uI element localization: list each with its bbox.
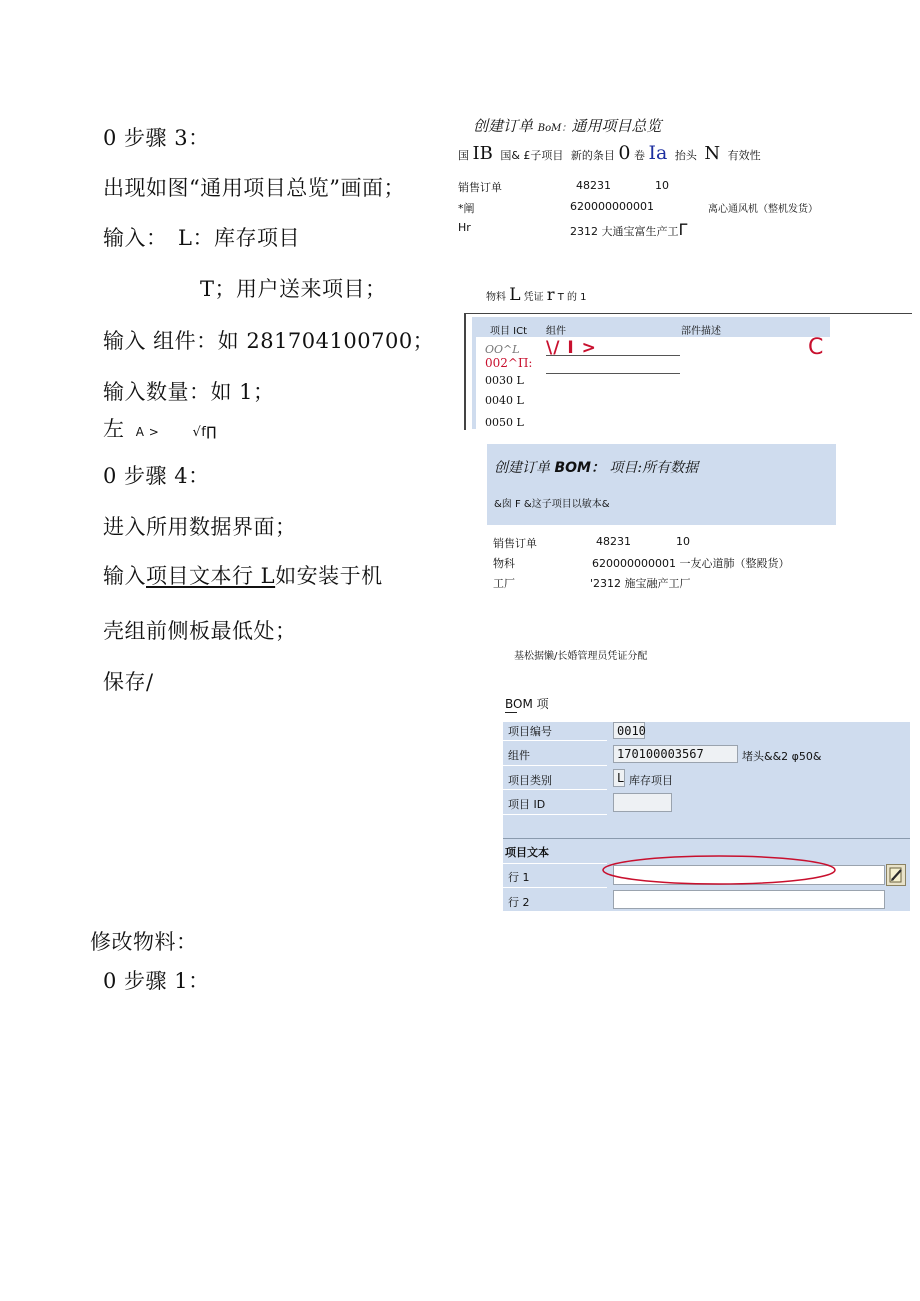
s1-plant-text: 2312 大通宝富生产工	[570, 225, 679, 238]
s1-sales-order-label: 销售订单	[458, 181, 502, 194]
bom-item-title: BOM 项	[505, 697, 549, 711]
col-component-header: 组件	[546, 326, 566, 337]
input-text-suffix: 如安装于机	[275, 564, 383, 588]
line2-label: 行 2	[508, 896, 530, 909]
input-prefix: 输入：	[103, 226, 168, 250]
toolbar-header-button[interactable]: 抬头	[674, 149, 697, 162]
toolbar-ib-icon[interactable]: IB	[472, 143, 493, 164]
item-text-link: 项目文本行 L	[146, 564, 276, 588]
screen2-title-prefix: 创建订单	[494, 460, 550, 476]
col-item-header: 项目 ICt	[490, 326, 528, 337]
toolbar-roll-icon[interactable]: 卷	[634, 149, 646, 162]
screen1-title-bom: BoM：	[537, 123, 572, 134]
row-separator	[503, 740, 607, 741]
toolbar-overview-icon[interactable]: 国	[458, 149, 469, 162]
bom-item-title-underline	[505, 712, 517, 713]
toolbar-new-entries-button[interactable]: 新的条目	[570, 149, 615, 162]
pencil-icon	[887, 865, 905, 885]
s1-sales-order-no: 48231	[576, 179, 611, 192]
item-category-desc: 库存项目	[629, 774, 673, 787]
section-separator	[503, 838, 910, 839]
item-id-field[interactable]	[613, 793, 672, 812]
component-desc: 堵头&&2 φ50&	[742, 750, 822, 763]
input-L-line: L：库存项目	[178, 226, 300, 250]
screen1-title-rest: 通用项目总览	[571, 117, 662, 135]
s1-material-label: *阐	[458, 202, 475, 215]
toolbar-ia-icon[interactable]: Ia	[648, 142, 668, 164]
screen1-title	[473, 115, 661, 136]
screen2-toolbar[interactable]: &囱 F &这子项目以敏本&	[494, 499, 610, 510]
screen2-title	[494, 457, 698, 477]
screen1-toolbar	[458, 142, 761, 164]
col-desc-header: 部件描述	[681, 326, 721, 337]
garbled-small: A >	[135, 425, 160, 439]
s1-plant-glyph: Γ	[678, 220, 688, 239]
s2-plant-value: '2312 施宝融产工厂	[590, 577, 691, 590]
s2-plant-label: 工厂	[493, 577, 515, 590]
tab-r[interactable]: r	[546, 285, 555, 304]
input-qty-line: 输入数量：如 1；	[103, 380, 275, 404]
s1-table-top-line	[464, 313, 912, 314]
save-line: 保存/	[103, 670, 154, 694]
s1-component-line-2	[546, 373, 680, 374]
step3-heading: 0 步骤 3：	[103, 126, 210, 150]
item-no-label: 项目编号	[508, 725, 552, 738]
screen3-tabstrip[interactable]: 基松据懒/长婚管理员凭证分配	[514, 651, 648, 662]
s1-sales-order-item: 10	[655, 179, 669, 192]
table-row[interactable]: 0030 L	[485, 374, 524, 387]
red-annotation-c: C	[808, 335, 824, 360]
row-separator	[503, 887, 607, 888]
step4-heading: 0 步骤 4：	[103, 464, 210, 488]
row-separator	[503, 863, 607, 864]
tab-material[interactable]: 物料	[486, 292, 506, 303]
s1-plant-value	[570, 220, 687, 239]
row-separator	[503, 789, 607, 790]
input-text-prefix: 输入	[103, 564, 146, 588]
table-row[interactable]: 002^Π:	[485, 356, 533, 370]
screen2-title-bom: BOM：	[554, 460, 605, 476]
row-separator	[503, 765, 607, 766]
garbled-char: 左	[103, 417, 125, 441]
toolbar-subitem-icon[interactable]: 国&	[500, 149, 520, 162]
table-row[interactable]: 0040 L	[485, 394, 524, 407]
table-row[interactable]: OO^L	[485, 343, 520, 356]
toolbar-validity-button[interactable]: 有效性	[727, 149, 761, 162]
step1-heading: 0 步骤 1：	[103, 969, 210, 993]
item-category-field[interactable]: L	[613, 769, 625, 787]
component-label: 组件	[508, 749, 530, 762]
garbled-small2: √f∏	[192, 425, 217, 440]
s2-material-value: 620000000001 一友心道肺（整殿货）	[592, 557, 790, 570]
screen2-title-rest: 项目:所有数据	[609, 460, 699, 476]
edit-text-button[interactable]	[886, 864, 906, 886]
input-text-line	[103, 560, 383, 590]
s1-row-selector-strip	[472, 337, 476, 429]
appears-line: 出现如图“通用项目总览”画面；	[103, 176, 405, 200]
toolbar-zero-icon[interactable]: 0	[618, 142, 631, 164]
s1-tabstrip	[486, 285, 587, 305]
screen1-title-prefix: 创建订单	[473, 117, 534, 135]
s2-sales-order-label: 销售订单	[493, 537, 537, 550]
table-row[interactable]: 0050 L	[485, 416, 524, 429]
item-category-label: 项目类别	[508, 774, 552, 787]
modify-material-heading: 修改物料：	[90, 930, 198, 954]
toolbar-n-icon[interactable]: N	[704, 143, 721, 164]
red-annotation-mark: \/ I >	[546, 338, 597, 358]
item-text-line2-input[interactable]	[613, 890, 885, 909]
garbled-line	[103, 413, 217, 443]
s2-sales-order-item: 10	[676, 535, 690, 548]
s1-plant-label: Hr	[458, 221, 471, 234]
enter-all-data-line: 进入所用数据界面；	[103, 515, 297, 539]
s2-sales-order-no: 48231	[596, 535, 631, 548]
tab-doc[interactable]: 凭证	[523, 292, 544, 303]
red-highlight-ellipse	[600, 853, 840, 887]
s2-material-label: 物科	[493, 557, 515, 570]
tab-rest[interactable]: T 的 1	[557, 292, 587, 303]
tab-L[interactable]: L	[509, 285, 521, 305]
row-separator	[503, 814, 607, 815]
s1-material-desc: 离心通风机（整机发货）	[708, 204, 818, 215]
line1-label: 行 1	[508, 871, 530, 884]
toolbar-subitem-button[interactable]: £子项目	[523, 149, 564, 162]
case-line: 壳组前侧板最低处；	[103, 619, 297, 643]
input-component-line: 输入 组件：如 281704100700；	[103, 329, 435, 353]
item-id-label: 项目 ID	[508, 798, 546, 811]
s1-table-left-border	[464, 313, 466, 430]
s1-material-no: 620000000001	[570, 200, 654, 213]
item-no-field[interactable]: 0010	[613, 722, 645, 739]
input-T-line: T；用户送来项目；	[200, 277, 387, 301]
item-text-header: 项目文本	[505, 846, 549, 859]
component-field[interactable]: 170100003567	[613, 745, 738, 763]
